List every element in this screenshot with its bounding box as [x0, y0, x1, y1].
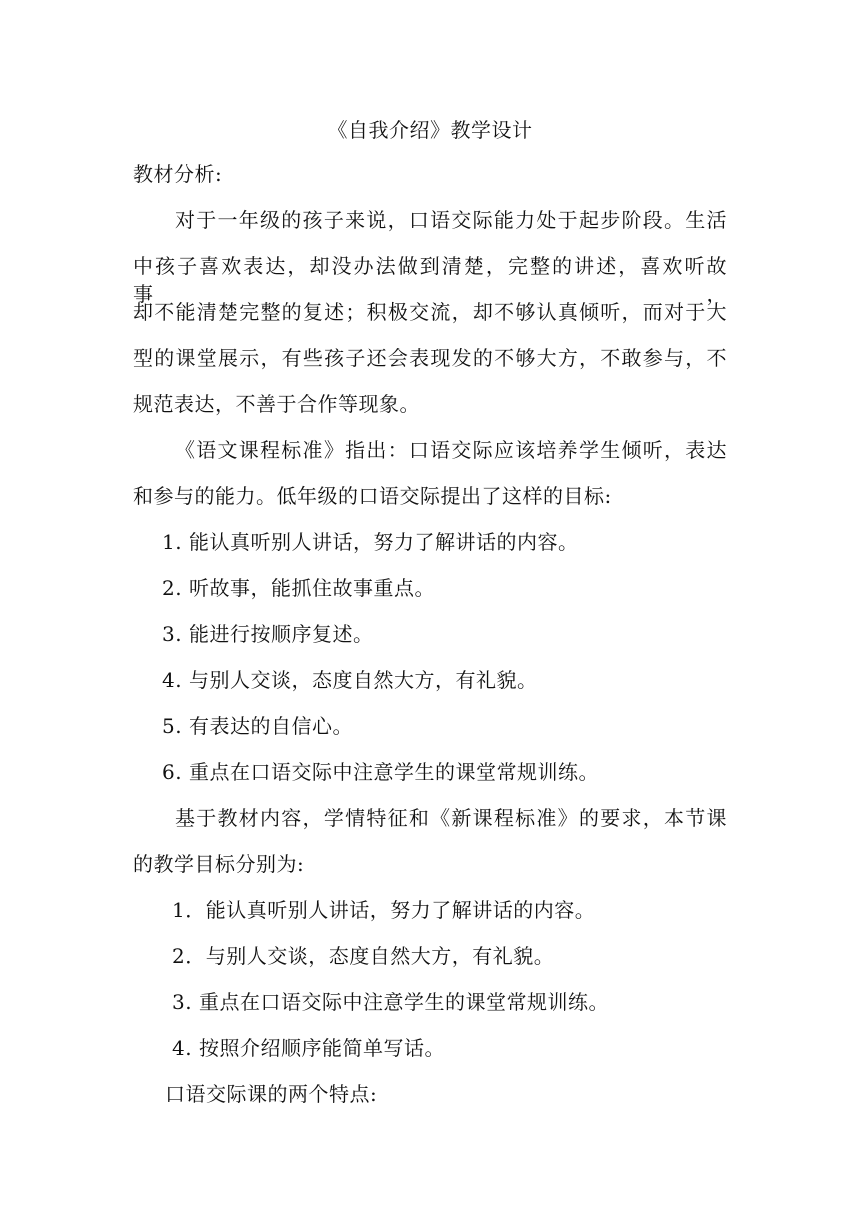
- paragraph-1-line-3: 却不能清楚完整的复述；积极交流，却不够认真倾听，而对于大: [133, 300, 727, 324]
- paragraph-1-line-1: 对于一年级的孩子来说，口语交际能力处于起步阶段。生活: [175, 208, 727, 232]
- paragraph-1-line-4: 型的课堂展示，有些孩子还会表现发的不够大方，不敢参与，不: [133, 346, 727, 370]
- objective-item: 2．与别人交谈，态度自然大方，有礼貌。: [172, 944, 555, 968]
- objective-item: 3. 重点在口语交际中注意学生的课堂常规训练。: [172, 990, 609, 1014]
- goal-item: 6. 重点在口语交际中注意学生的课堂常规训练。: [162, 760, 599, 784]
- goal-item: 4. 与别人交谈，态度自然大方，有礼貌。: [162, 668, 538, 692]
- paragraph-1-line-5: 规范表达，不善于合作等现象。: [133, 392, 420, 416]
- objective-item: 1．能认真听别人讲话，努力了解讲话的内容。: [172, 898, 596, 922]
- objective-item: 4. 按照介绍顺序能简单写话。: [172, 1036, 445, 1060]
- paragraph-2-line-2: 和参与的能力。低年级的口语交际提出了这样的目标:: [133, 484, 612, 508]
- section-heading: 教材分析:: [133, 162, 223, 186]
- goal-item: 3. 能进行按顺序复述。: [162, 622, 374, 646]
- goal-item: 1. 能认真听别人讲话，努力了解讲话的内容。: [162, 530, 579, 554]
- goal-item: 5. 有表达的自信心。: [162, 714, 353, 738]
- paragraph-2-line-1: 《语文课程标准》指出：口语交际应该培养学生倾听，表达: [175, 438, 727, 462]
- closing-line: 口语交际课的两个特点:: [165, 1082, 378, 1106]
- paragraph-3-line-2: 的教学目标分别为:: [133, 852, 305, 876]
- goal-item: 2. 听故事，能抓住故事重点。: [162, 576, 435, 600]
- paragraph-3-line-1: 基于教材内容，学情特征和《新课程标准》的要求，本节课: [175, 806, 727, 830]
- paragraph-1-line-2: 中孩子喜欢表达，却没办法做到清楚，完整的讲述，喜欢听故事，: [133, 254, 727, 306]
- document-title: 《自我介绍》教学设计: [327, 118, 533, 142]
